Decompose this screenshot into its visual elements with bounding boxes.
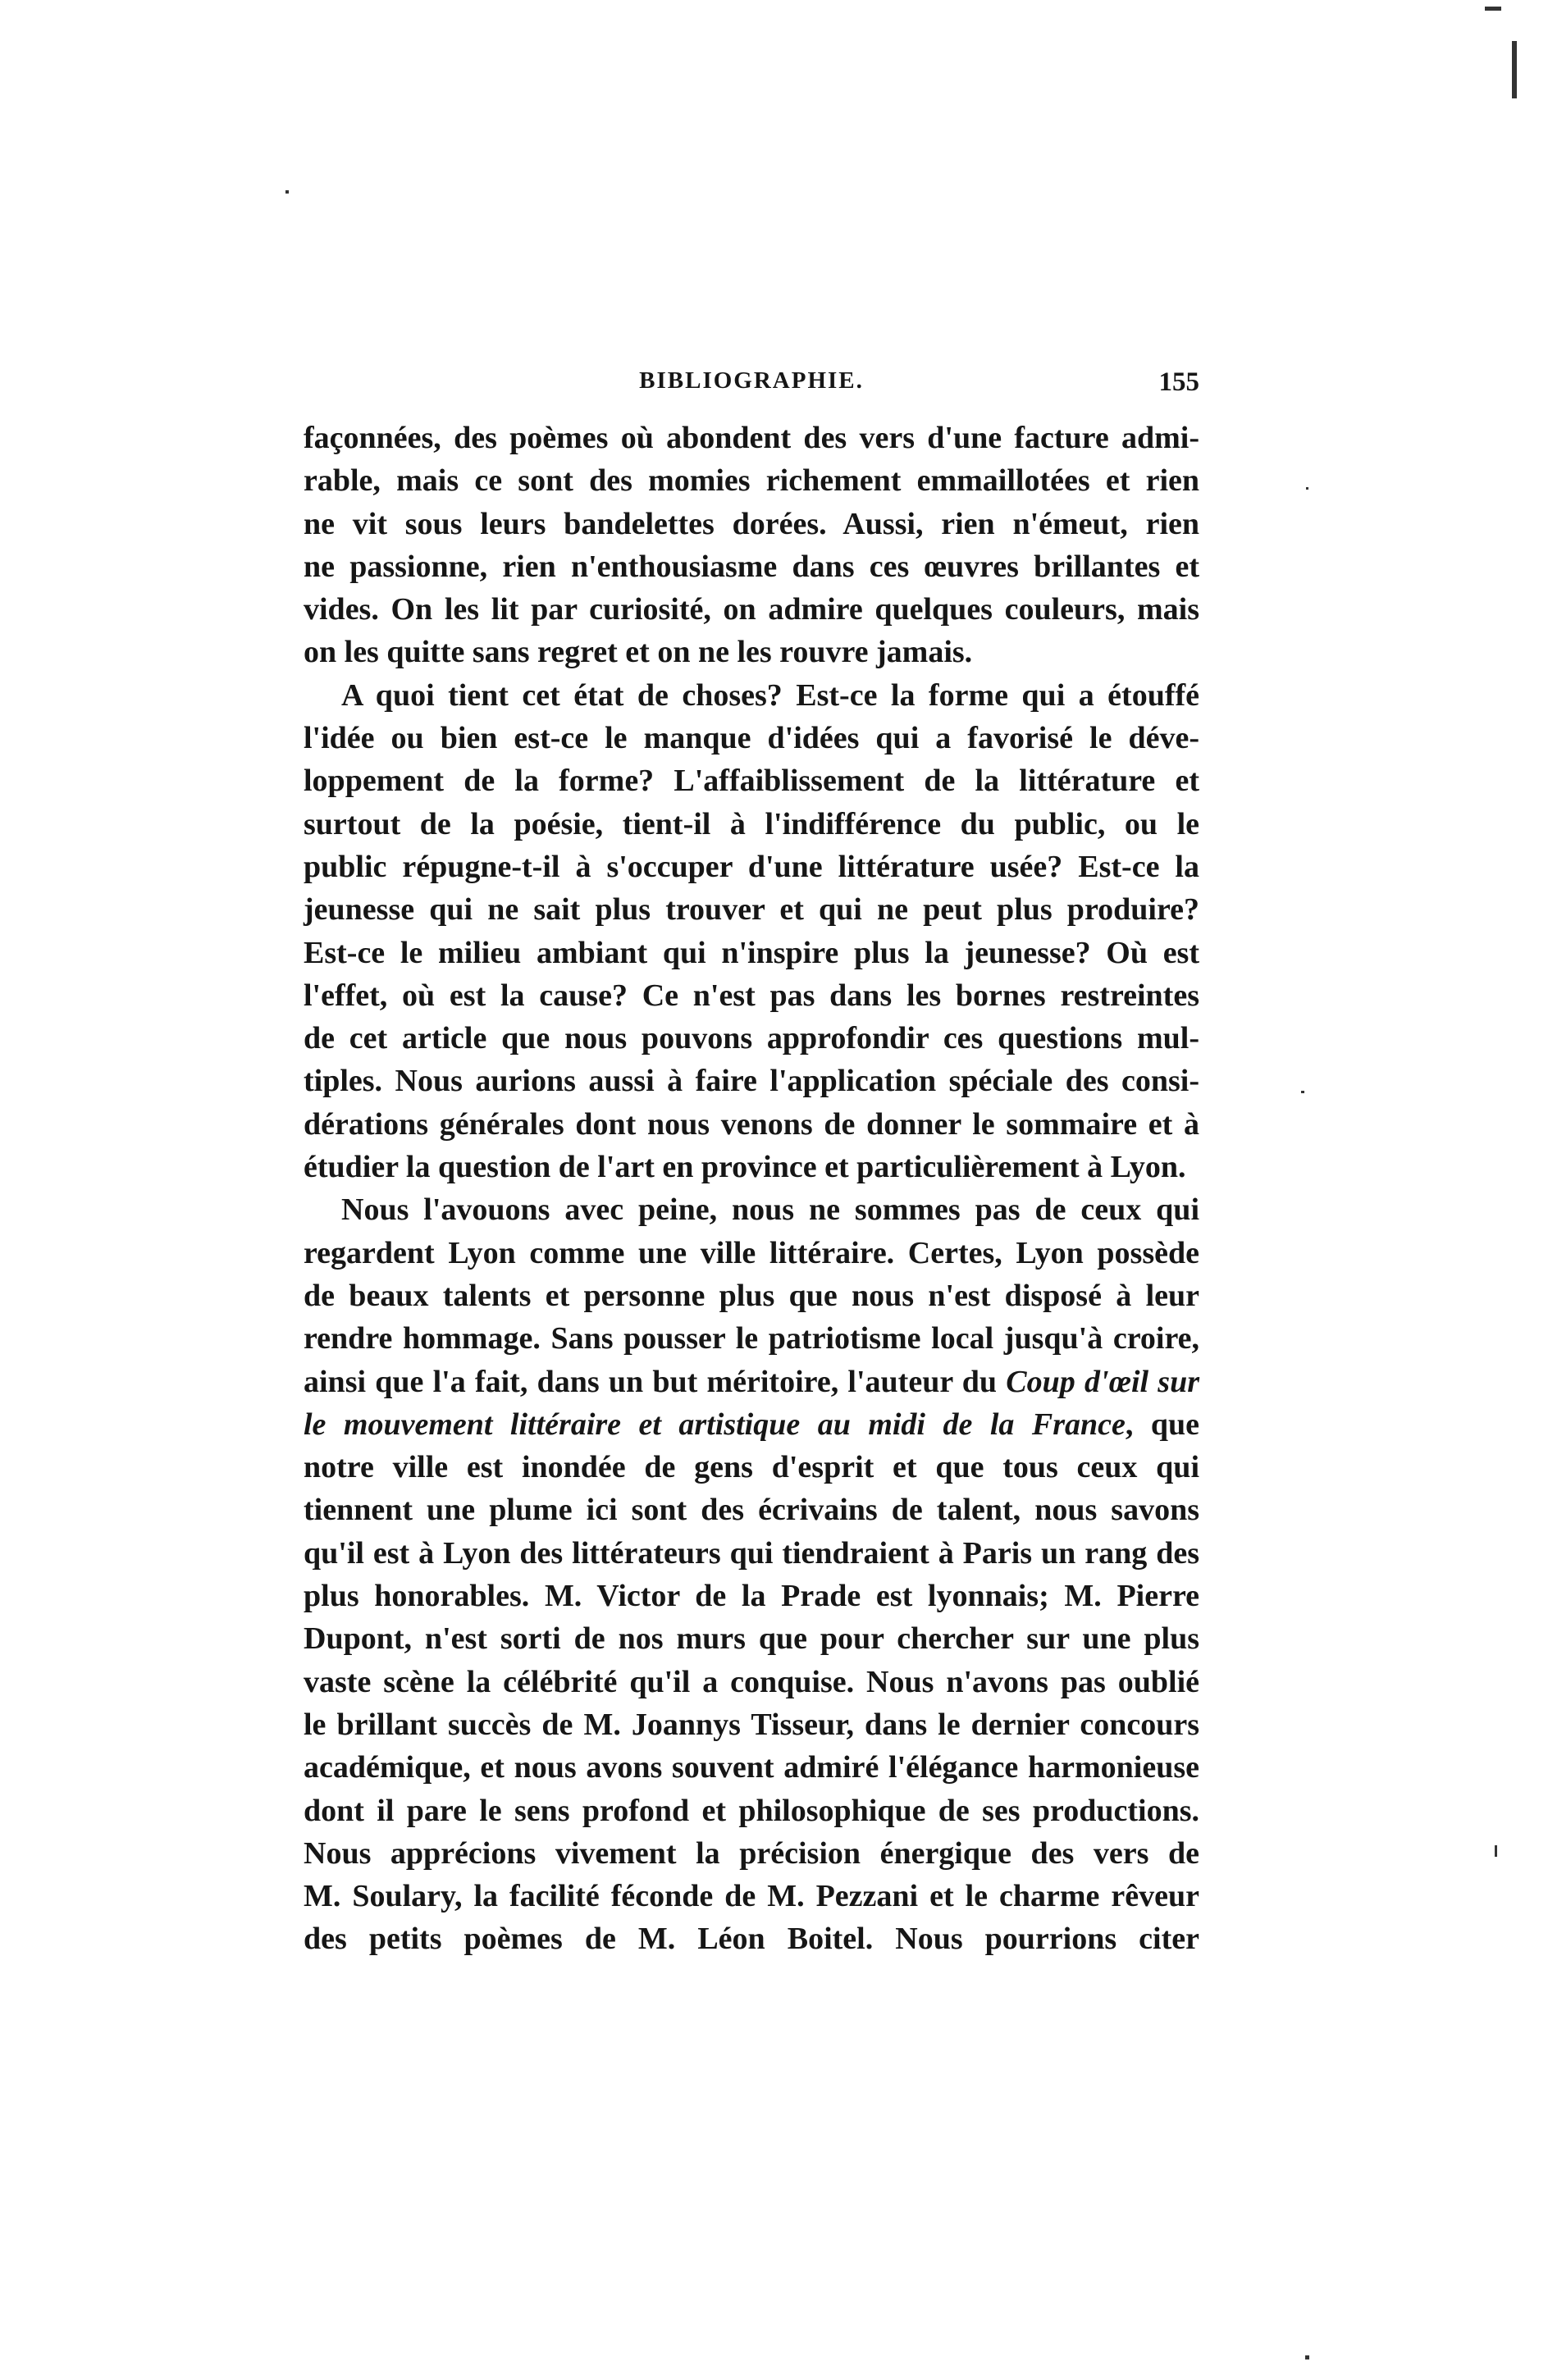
text-line: ne passionne, rien n'enthousiasme dans ces œuvres brillantes et [304,549,1199,584]
text-line: Dupont, n'est sorti de nos murs que pour chercher sur une plus [304,1621,1199,1657]
speck [1305,2355,1309,2359]
text-line: ainsi que l'a fait, dans un but méritoire, l'auteur du Coup d'œil sur [304,1364,1199,1399]
text-line: académique, et nous avons souvent admiré l'élégance harmonieuse [304,1750,1199,1785]
text-line: rendre hommage. Sans pousser le patriotisme local jusqu'à croire, [304,1321,1199,1356]
text-line: loppement de la forme? L'affaiblissement de la littérature et [304,764,1199,799]
text-line: l'effet, où est la cause? Ce n'est pas dans les bornes restreintes [304,978,1199,1013]
text-line: dérations générales dont nous venons de donner le sommaire et à [304,1106,1199,1142]
text-line: étudier la question de l'art en province et particulièrement à Lyon. [304,1150,1186,1185]
speck [1301,1091,1304,1093]
text-line: regardent Lyon comme une ville littéraire. Certes, Lyon possède [304,1235,1199,1270]
text-line: surtout de la poésie, tient-il à l'indifférence du public, ou le [304,806,1199,841]
text-line: l'idée ou bien est-ce le manque d'idées qui a favorisé le déve- [304,721,1199,756]
speck [1495,1845,1497,1857]
text-line: le brillant succès de M. Joannys Tisseur, dans le dernier concours [304,1707,1199,1742]
text-line: des petits poèmes de M. Léon Boitel. Nous pourrions citer [304,1922,1199,1957]
text-line: dont il pare le sens profond et philosophique de ses productions. [304,1793,1199,1828]
text-line: tiennent une plume ici sont des écrivains de talent, nous savons [304,1493,1199,1528]
speck [1485,7,1501,11]
text-line: vaste scène la célébrité qu'il a conquise. Nous n'avons pas oublié [304,1664,1199,1699]
text-line: Nous apprécions vivement la précision énergique des vers de [304,1835,1199,1871]
italic-title-start: Coup d'œil sur [1006,1364,1199,1399]
text-line: tiples. Nous aurions aussi à faire l'application spéciale des consi- [304,1064,1199,1099]
text-line: Nous l'avouons avec peine, nous ne sommes pas de ceux qui [341,1192,1199,1228]
text-line: notre ville est inondée de gens d'esprit et que tous ceux qui [304,1450,1199,1485]
text-line: rable, mais ce sont des momies richement emmaillotées et rien [304,463,1199,499]
text-line: ne vit sous leurs bandelettes dorées. Aussi, rien n'émeut, rien [304,506,1199,541]
speck [1512,41,1517,98]
speck [285,190,289,194]
text-line: le mouvement littéraire et artistique au midi de la France, que [304,1407,1199,1442]
text-line: M. Soulary, la facilité féconde de M. Pezzani et le charme rêveur [304,1879,1199,1914]
body-text [304,417,1199,1961]
text-line: qu'il est à Lyon des littérateurs qui tiendraient à Paris un rang des [304,1535,1199,1571]
text-line: jeunesse qui ne sait plus trouver et qui ne peut plus produire? [304,892,1199,928]
text-line: façonnées, des poèmes où abondent des vers d'une facture admi- [304,421,1199,455]
text-line: vides. On les lit par curiosité, on admire quelques couleurs, mais [304,592,1199,627]
page-number: 155 [1158,367,1199,397]
page-header [304,367,1199,417]
text-line: plus honorables. M. Victor de la Prade est lyonnais; M. Pierre [304,1579,1199,1614]
text-line: public répugne-t-il à s'occuper d'une littérature usée? Est-ce la [304,849,1199,884]
text-line: on les quitte sans regret et on ne les rouvre jamais. [304,635,973,670]
text-line: de cet article que nous pouvons approfondir ces questions mul- [304,1021,1199,1056]
italic-title-end: le mouvement littéraire et artistique au midi de la France [304,1407,1126,1442]
text-line: de beaux talents et personne plus que nous n'est disposé à leur [304,1278,1199,1313]
text-line: A quoi tient cet état de choses? Est-ce la forme qui a étouffé [341,677,1199,713]
speck [1306,487,1308,490]
running-title: BIBLIOGRAPHIE. [639,367,864,394]
text-line: Est-ce le milieu ambiant qui n'inspire plus la jeunesse? Où est [304,935,1199,970]
